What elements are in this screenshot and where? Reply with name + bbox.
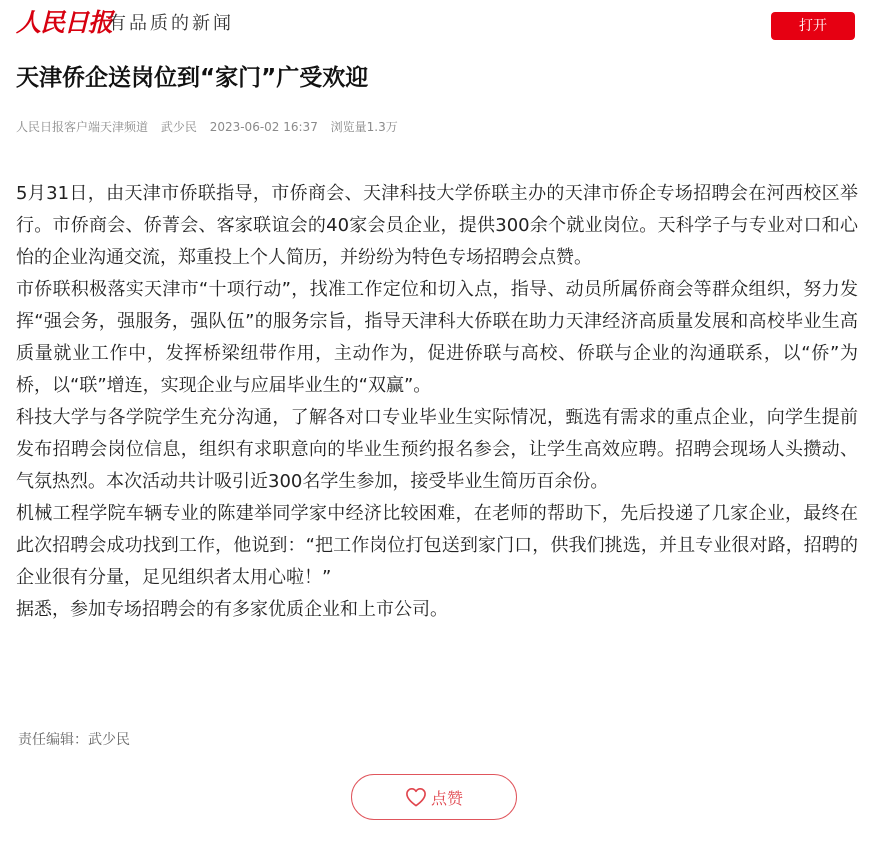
article-paragraph: 据悉，参加专场招聘会的有多家优质企业和上市公司。 [16, 599, 448, 620]
brand-logo[interactable]: 人民日报 [16, 8, 113, 37]
article-source: 人民日报客户端天津频道 [16, 120, 149, 134]
article-body [16, 178, 858, 626]
article-author: 武少民 [160, 120, 197, 134]
article-paragraph: 机械工程学院车辆专业的陈建举同学家中经济比较困难，在老师的帮助下，先后投递了几家企业，最终在此次招聘会成功找到工作，他说到：“把工作岗位打包送到家门口，供我们挑选，并且专业很对路，招聘的企业很有分量，足见组织者太用心啦！” [16, 503, 858, 588]
article-paragraph: 市侨联积极落实天津市“十项行动”，找准工作定位和切入点，指导、动员所属侨商会等群众组织，努力发挥“强会务，强服务，强队伍”的服务宗旨，指导天津科大侨联在助力天津经济高质量发展和高校毕业生高质量就业工作中，发挥桥梁纽带作用，主动作为，促进侨联与高校、侨联与企业的沟通联系，以“侨”为桥，以“联”增连，实现企业与应届毕业生的“双赢”。 [16, 279, 858, 396]
heart-outline-icon [405, 787, 427, 807]
article-paragraph: 科技大学与各学院学生充分沟通，了解各对口专业毕业生实际情况，甄选有需求的重点企业，向学生提前发布招聘会岗位信息，组织有求职意向的毕业生预约报名参会，让学生高效应聘。招聘会现场人头攒动、气氛热烈。本次活动共计吸引近300名学生参加，接受毕业生简历百余份。 [16, 407, 858, 492]
article-meta [16, 118, 407, 136]
brand-slogan: 有品质的新闻 [108, 13, 234, 34]
top-bar [0, 0, 874, 50]
article-views: 浏览量1.3万 [330, 120, 398, 134]
like-button-label: 点赞 [430, 788, 463, 808]
article-datetime: 2023-06-02 16:37 [209, 120, 318, 134]
open-app-button[interactable]: 打开 [771, 12, 855, 40]
responsible-editor: 责任编辑：武少民 [18, 732, 130, 748]
like-button[interactable] [351, 774, 517, 820]
article-title: 天津侨企送岗位到“家门”广受欢迎 [16, 65, 369, 91]
article-paragraph: 5月31日，由天津市侨联指导，市侨商会、天津科技大学侨联主办的天津市侨企专场招聘会在河西校区举行。市侨商会、侨菁会、客家联谊会的40家会员企业，提供300余个就业岗位。天科学子与专业对口和心怡的企业沟通交流，郑重投上个人简历，并纷纷为特色专场招聘会点赞。 [16, 183, 858, 268]
